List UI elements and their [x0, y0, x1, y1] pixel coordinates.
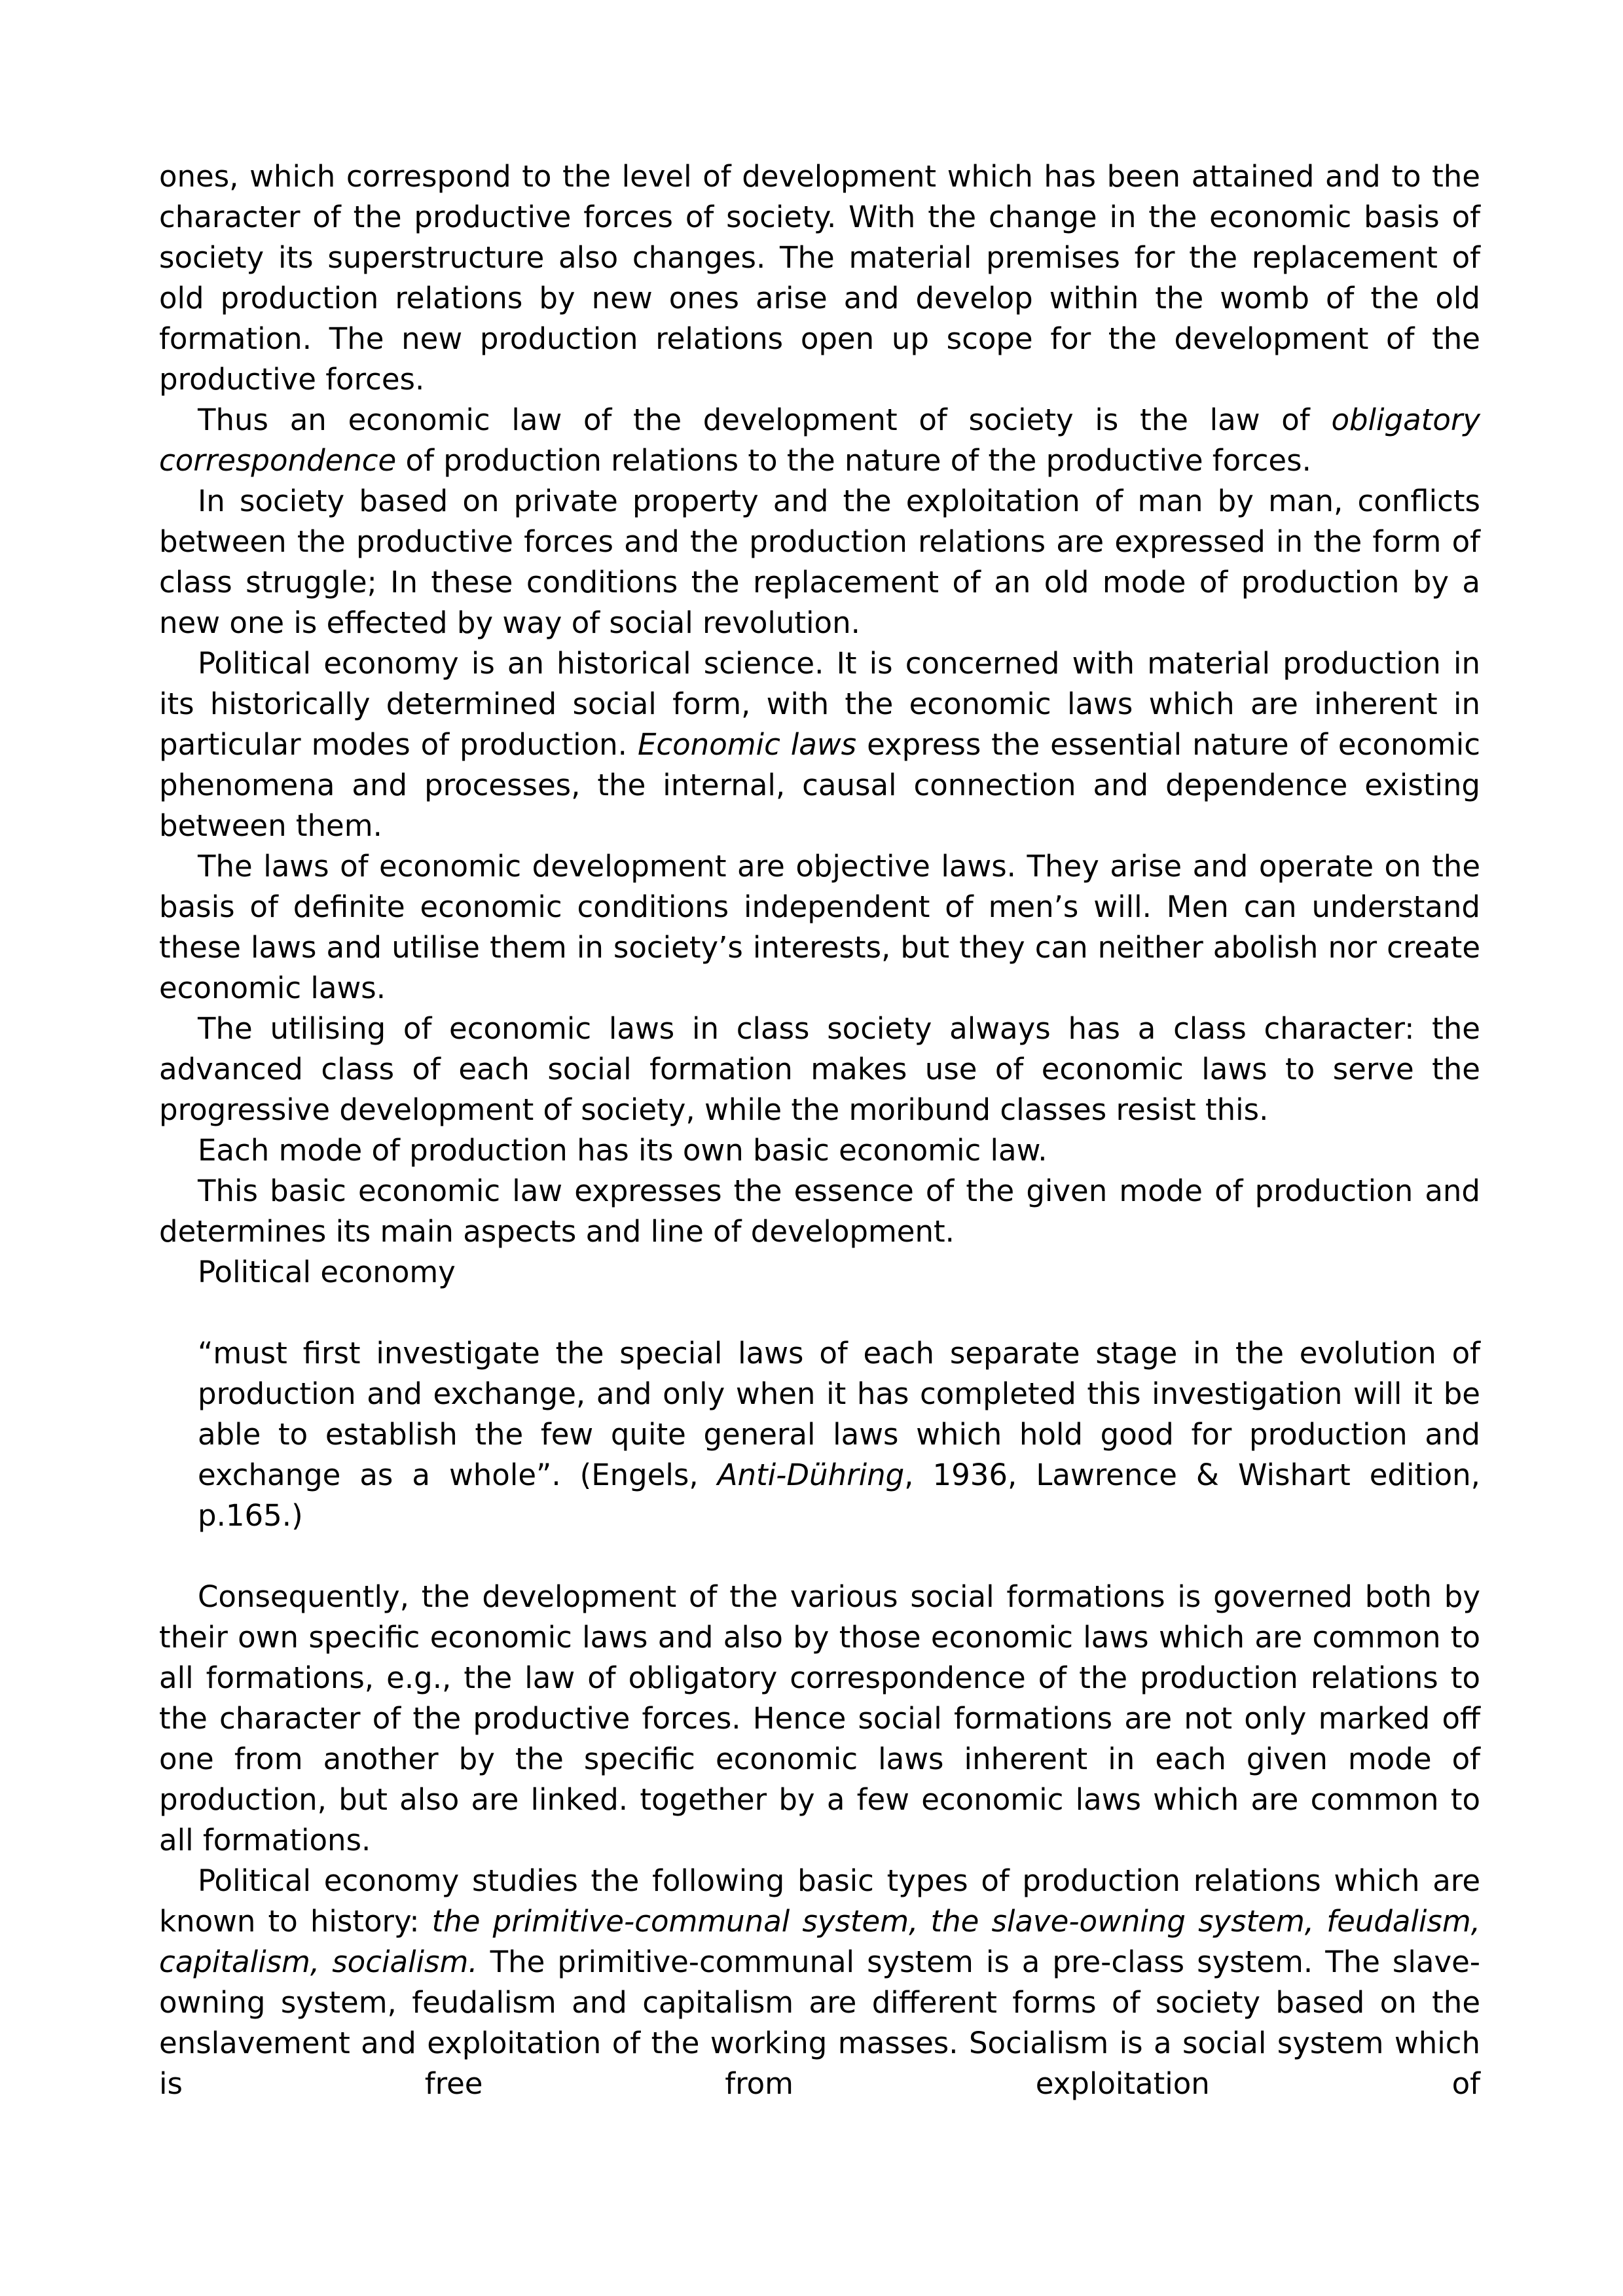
text: , 1936, Lawrence & Wishart edition, p.165.) — [198, 1458, 1480, 1533]
paragraph: The utilising of economic laws in class society always has a class character: the advanced class of each social formation makes use of economic laws to serve the progressive development of society, while the moribund classes resist this. — [159, 1011, 1480, 1127]
paragraph: Political economy — [198, 1255, 456, 1289]
paragraph — [159, 400, 1480, 481]
text: Thus an economic law of the development of society is the law of — [198, 403, 1332, 437]
paragraph — [159, 643, 1480, 846]
paragraph — [159, 1861, 1480, 2104]
text: Political economy studies the following basic types of production relations which are known to history: — [159, 1863, 1480, 1939]
italic-text: the primitive-communal system, the slave-owning system, feudalism, capitalism, socialism. — [159, 1904, 1480, 1979]
text: Political economy is an historical science. It is concerned with material production in its historically determined social form, with the economic laws which are inherent in particular modes of production. — [159, 646, 1480, 762]
italic-text: obligatory correspondence — [159, 403, 1480, 478]
paragraph: The laws of economic development are objective laws. They arise and operate on the basis of definite economic conditions independent of men’s will. Men can understand these laws and utilise them in society’s interests, but they can neither abolish nor create economic laws. — [159, 849, 1480, 1005]
block-quote — [198, 1333, 1480, 1536]
paragraph: In society based on private property and the exploitation of man by man, conflicts between the productive forces and the production relations are expressed in the form of class struggle; In these conditions the replacement of an old mode of production by a new one is effected by way of social revolution. — [159, 484, 1480, 640]
paragraph: Each mode of production has its own basic economic law. — [198, 1133, 1048, 1168]
paragraph: Consequently, the development of the various social formations is governed both by their own specific economic laws and also by those economic laws which are common to all formations, e.g., the law of obligatory correspondence of the production relations to the character of the productive forces. Hence social formations are not only marked off one from another by the specific economic laws inherent in each given mode of production, but also are linked. together by a few economic laws which are common to all formations. — [159, 1579, 1480, 1857]
text: “must first investigate the special laws of each separate stage in the evolution of production and exchange, and only when it has completed this investigation will it be able to establish the few quite general laws which hold good for production and exchange as a whole”. (Engels, — [198, 1336, 1480, 1492]
text: of production relations to the nature of the productive forces. — [396, 443, 1311, 478]
italic-text: Anti-Dühring — [717, 1458, 905, 1492]
paragraph: ones, which correspond to the level of development which has been attained and to the character of the productive forces of society. With the change in the economic basis of society its superstructure also changes. The material premises for the replacement of old production relations by new ones arise and develop within the womb of the old formation. The new production relations open up scope for the development of the productive forces. — [159, 159, 1480, 397]
paragraph: This basic economic law expresses the essence of the given mode of production and determines its main aspects and line of development. — [159, 1174, 1480, 1249]
italic-text: Economic laws — [637, 727, 857, 762]
text: The primitive-communal system is a pre-class system. The slave-owning system, feudalism and capitalism are different forms of society based on the enslavement and exploitation of the working masses. Socialism is a social system which is free from exploitation of — [159, 1945, 1480, 2101]
document-page — [159, 156, 1480, 2104]
text: express the essential nature of economic phenomena and processes, the internal, causal connection and dependence existing between them. — [159, 727, 1481, 843]
